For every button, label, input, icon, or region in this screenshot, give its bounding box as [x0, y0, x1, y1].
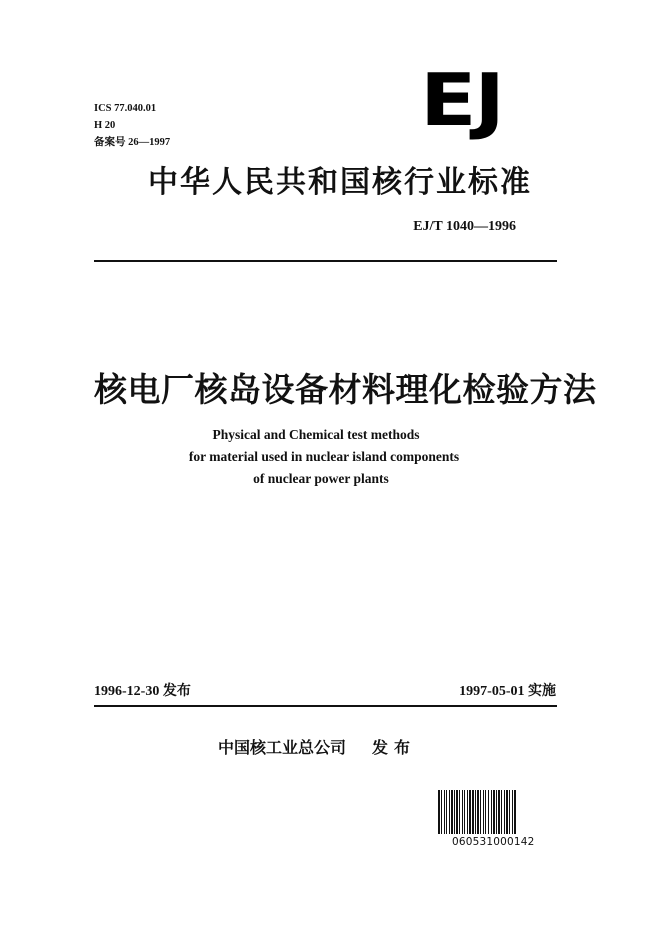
barcode-bar [512, 790, 513, 834]
barcode-bar [454, 790, 455, 834]
ej-logo [420, 58, 540, 142]
barcode-bar [491, 790, 492, 834]
barcode-bar [449, 790, 450, 834]
effective-date: 1997-05-01 实施 [459, 684, 556, 699]
document-title-en [0, 424, 662, 490]
ej-logo-text: EJ [420, 58, 503, 142]
barcode-bar [506, 790, 508, 834]
barcode-bar [451, 790, 453, 834]
issue-date: 1996-12-30 发布 [94, 684, 191, 699]
barcode-bar [444, 790, 445, 834]
barcode-bar [485, 790, 486, 834]
barcode-bar [514, 790, 516, 834]
barcode-bar [438, 790, 440, 834]
barcode-bar [488, 790, 489, 834]
barcode-bar [472, 790, 474, 834]
barcode-bar [446, 790, 447, 834]
title-en-line: for material used in nuclear island components [188, 449, 460, 464]
standard-title: 中华人民共和国核行业标准 [148, 165, 532, 200]
barcode-bar [509, 790, 510, 834]
standard-code: EJ/T 1040—1996 [413, 219, 516, 234]
barcode-bar [498, 790, 500, 834]
barcode-bar [462, 790, 463, 834]
publisher-name: 中国核工业总公司 [218, 738, 347, 757]
barcode-bar [480, 790, 481, 834]
top-divider [94, 260, 557, 262]
title-en-line: Physical and Chemical test methods [212, 427, 420, 442]
barcode-bar [496, 790, 497, 834]
barcode-bar [477, 790, 479, 834]
classification-code: H 20 [94, 120, 116, 131]
barcode-bar [504, 790, 505, 834]
barcode [438, 790, 562, 834]
bottom-divider [94, 705, 557, 707]
barcode-bar [501, 790, 502, 834]
publisher-line [218, 735, 416, 758]
barcode-bar [464, 790, 465, 834]
header-metadata [94, 100, 170, 151]
barcode-number: 060531000142 [452, 836, 535, 848]
barcode-bar [483, 790, 484, 834]
barcode-bar [475, 790, 476, 834]
barcode-bar [467, 790, 468, 834]
filing-number: 备案号 26—1997 [94, 137, 171, 148]
barcode-bar [459, 790, 460, 834]
barcode-bar [456, 790, 458, 834]
barcode-bar [493, 790, 495, 834]
publisher-action: 发布 [372, 738, 417, 757]
ics-code: ICS 77.040.01 [94, 103, 157, 114]
title-en-line: of nuclear power plants [253, 471, 389, 486]
document-title-cn: 核电厂核岛设备材料理化检验方法 [94, 370, 597, 409]
barcode-bar [469, 790, 471, 834]
barcode-bar [441, 790, 442, 834]
